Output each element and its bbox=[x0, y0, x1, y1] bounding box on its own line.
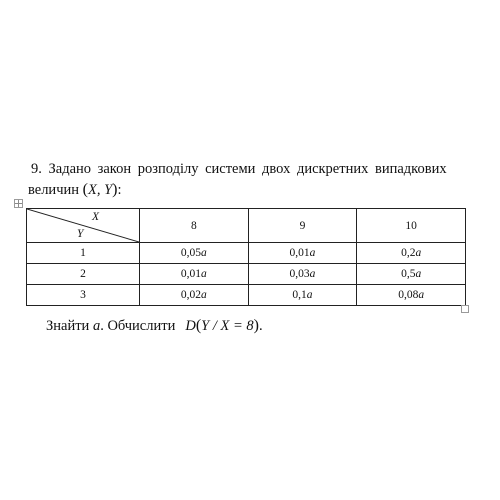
probability-cell bbox=[248, 264, 357, 285]
prob-number: 0,2 bbox=[401, 247, 416, 259]
corner-x-label: X bbox=[91, 211, 99, 223]
task-statement bbox=[46, 316, 263, 336]
y-value-cell: 1 bbox=[27, 243, 140, 264]
prob-number: 0,02 bbox=[180, 289, 202, 301]
probability-cell bbox=[357, 285, 466, 306]
prob-number: 0,01 bbox=[180, 268, 202, 280]
prob-coef: a bbox=[309, 247, 316, 259]
probability-cell bbox=[357, 264, 466, 285]
probability-cell bbox=[248, 285, 357, 306]
problem-statement bbox=[28, 160, 472, 200]
probability-cell bbox=[248, 243, 357, 264]
prob-coef: a bbox=[309, 268, 316, 280]
table-move-handle-icon[interactable] bbox=[14, 199, 23, 208]
corner-cell bbox=[27, 209, 140, 243]
y-value-cell: 2 bbox=[27, 264, 140, 285]
y-value-cell: 3 bbox=[27, 285, 140, 306]
prob-number: 0,05 bbox=[180, 247, 202, 259]
pair-open-paren: ( bbox=[82, 181, 88, 198]
prob-coef: a bbox=[201, 268, 207, 280]
problem-line-2 bbox=[28, 180, 472, 200]
prob-number: 0,5 bbox=[401, 268, 416, 280]
prob-coef: a bbox=[418, 289, 425, 301]
prob-coef: a bbox=[306, 289, 313, 301]
problem-line-2-prefix: величин bbox=[28, 182, 80, 198]
x-header-cell: 9 bbox=[248, 209, 357, 243]
pair-variables: X, Y bbox=[87, 182, 113, 198]
table-resize-handle-icon[interactable] bbox=[461, 305, 469, 313]
task-end: . bbox=[258, 318, 263, 334]
task-find-prefix: Знайти bbox=[46, 318, 90, 334]
x-header-cell: 8 bbox=[140, 209, 249, 243]
prob-coef: a bbox=[415, 247, 422, 259]
corner-y-label: Y bbox=[77, 228, 84, 240]
table-header-row bbox=[27, 209, 466, 243]
probability-cell bbox=[140, 243, 249, 264]
probability-cell bbox=[140, 285, 249, 306]
pair-close-paren: ) bbox=[112, 181, 118, 198]
prob-number: 0,1 bbox=[292, 289, 307, 301]
task-find-suffix: . Обчислити bbox=[100, 318, 176, 334]
probability-cell bbox=[357, 243, 466, 264]
task-function: D bbox=[185, 318, 196, 334]
prob-number: 0,01 bbox=[289, 247, 310, 259]
task-open-paren: ( bbox=[195, 317, 202, 334]
probability-cell bbox=[140, 264, 249, 285]
table-row bbox=[27, 264, 466, 285]
task-close-paren: ) bbox=[253, 317, 259, 334]
task-condition: Y / X = 8 bbox=[201, 318, 254, 334]
distribution-table bbox=[26, 208, 466, 306]
prob-number: 0,03 bbox=[289, 268, 310, 280]
prob-coef: a bbox=[201, 289, 207, 301]
problem-line-2-suffix: : bbox=[117, 182, 122, 198]
x-header-cell: 10 bbox=[357, 209, 466, 243]
problem-line-1: 9. Задано закон розподілу системи двох дискретних випадкових bbox=[31, 161, 447, 177]
prob-coef: a bbox=[415, 268, 422, 280]
task-find-variable: a bbox=[92, 318, 101, 334]
prob-coef: a bbox=[201, 247, 207, 259]
table-row bbox=[27, 243, 466, 264]
table-row bbox=[27, 285, 466, 306]
prob-number: 0,08 bbox=[398, 289, 419, 301]
